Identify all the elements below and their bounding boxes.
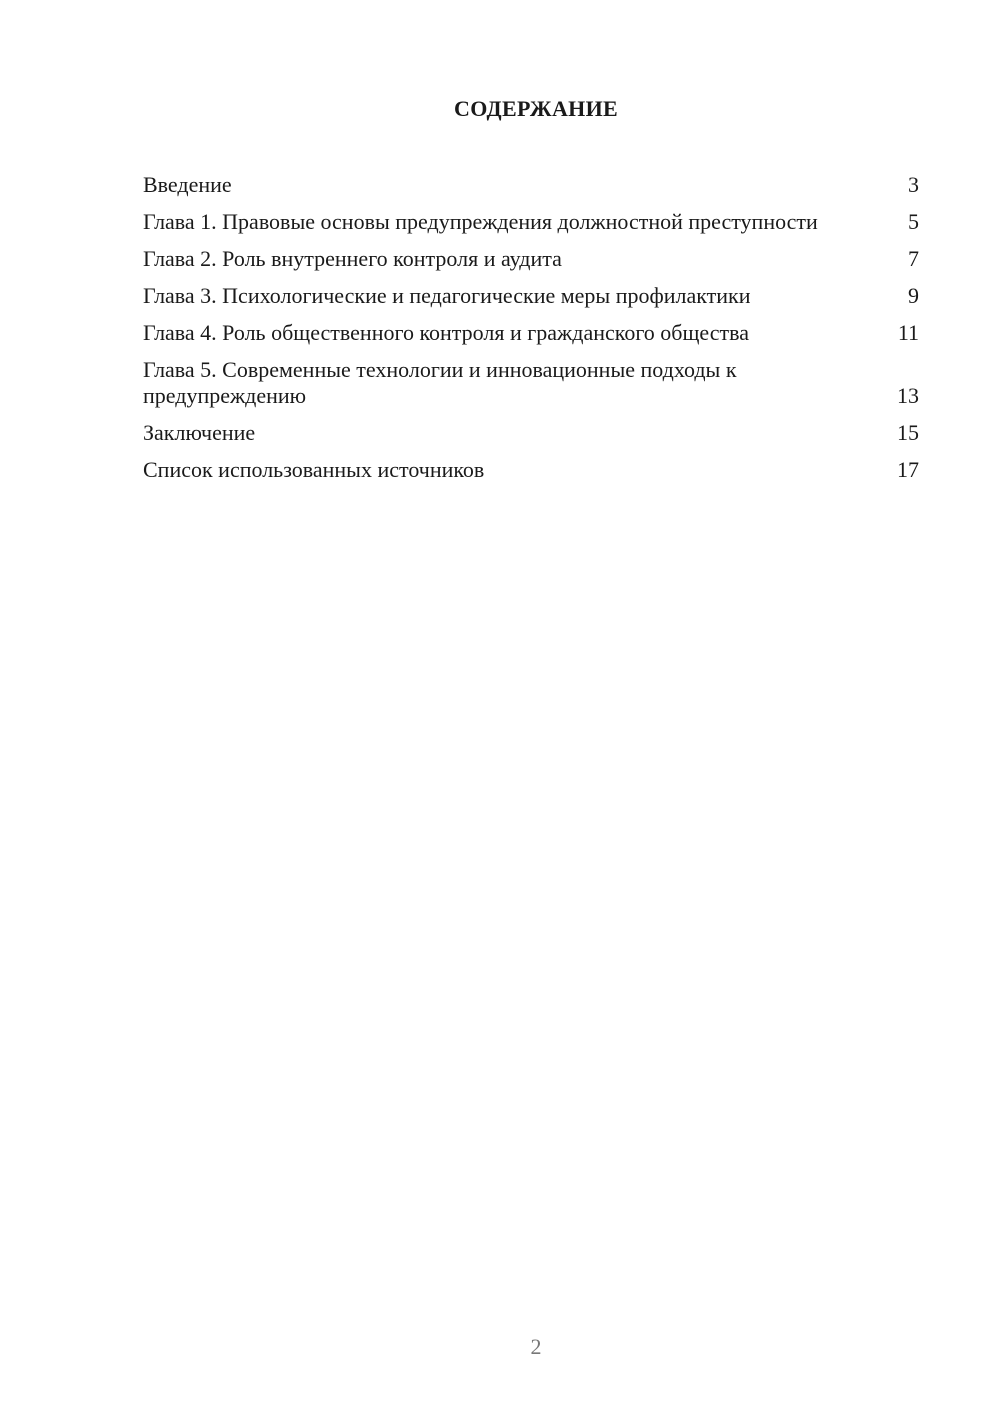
toc-entry bbox=[143, 246, 919, 272]
toc-entry-text: Глава 3. Психологические и педагогические меры профилактики bbox=[143, 283, 751, 308]
toc-entry-page: 15 bbox=[897, 420, 919, 445]
toc-entry bbox=[143, 320, 919, 346]
toc-title: СОДЕРЖАНИЕ bbox=[454, 96, 618, 121]
toc-entry-text: Введение bbox=[143, 172, 232, 197]
toc-entry-text: Заключение bbox=[143, 420, 256, 445]
toc-entry-text: Глава 2. Роль внутреннего контроля и аудита bbox=[143, 246, 562, 271]
toc-entry-page: 5 bbox=[908, 209, 919, 234]
toc-entry-page: 17 bbox=[897, 457, 919, 482]
toc-entry bbox=[143, 457, 919, 483]
toc-entry-text: Глава 5. Современные технологии и инновационные подходы к предупреждению bbox=[143, 357, 737, 408]
toc-entry bbox=[143, 283, 919, 309]
toc-entry-page: 9 bbox=[908, 283, 919, 308]
table-of-contents bbox=[143, 172, 919, 494]
toc-entry-page: 13 bbox=[897, 383, 919, 408]
toc-entry-text: Глава 4. Роль общественного контроля и гражданского общества bbox=[143, 320, 749, 345]
toc-entry bbox=[143, 357, 919, 409]
toc-entry bbox=[143, 172, 919, 198]
toc-entry-page: 7 bbox=[908, 246, 919, 271]
page-number: 2 bbox=[530, 1334, 542, 1359]
toc-entry bbox=[143, 209, 919, 235]
toc-entry bbox=[143, 420, 919, 446]
toc-entry-page: 11 bbox=[897, 320, 919, 345]
toc-entry-text: Список использованных источников bbox=[143, 457, 485, 482]
toc-entry-text: Глава 1. Правовые основы предупреждения должностной преступности bbox=[143, 209, 818, 234]
toc-entry-page: 3 bbox=[908, 172, 919, 197]
